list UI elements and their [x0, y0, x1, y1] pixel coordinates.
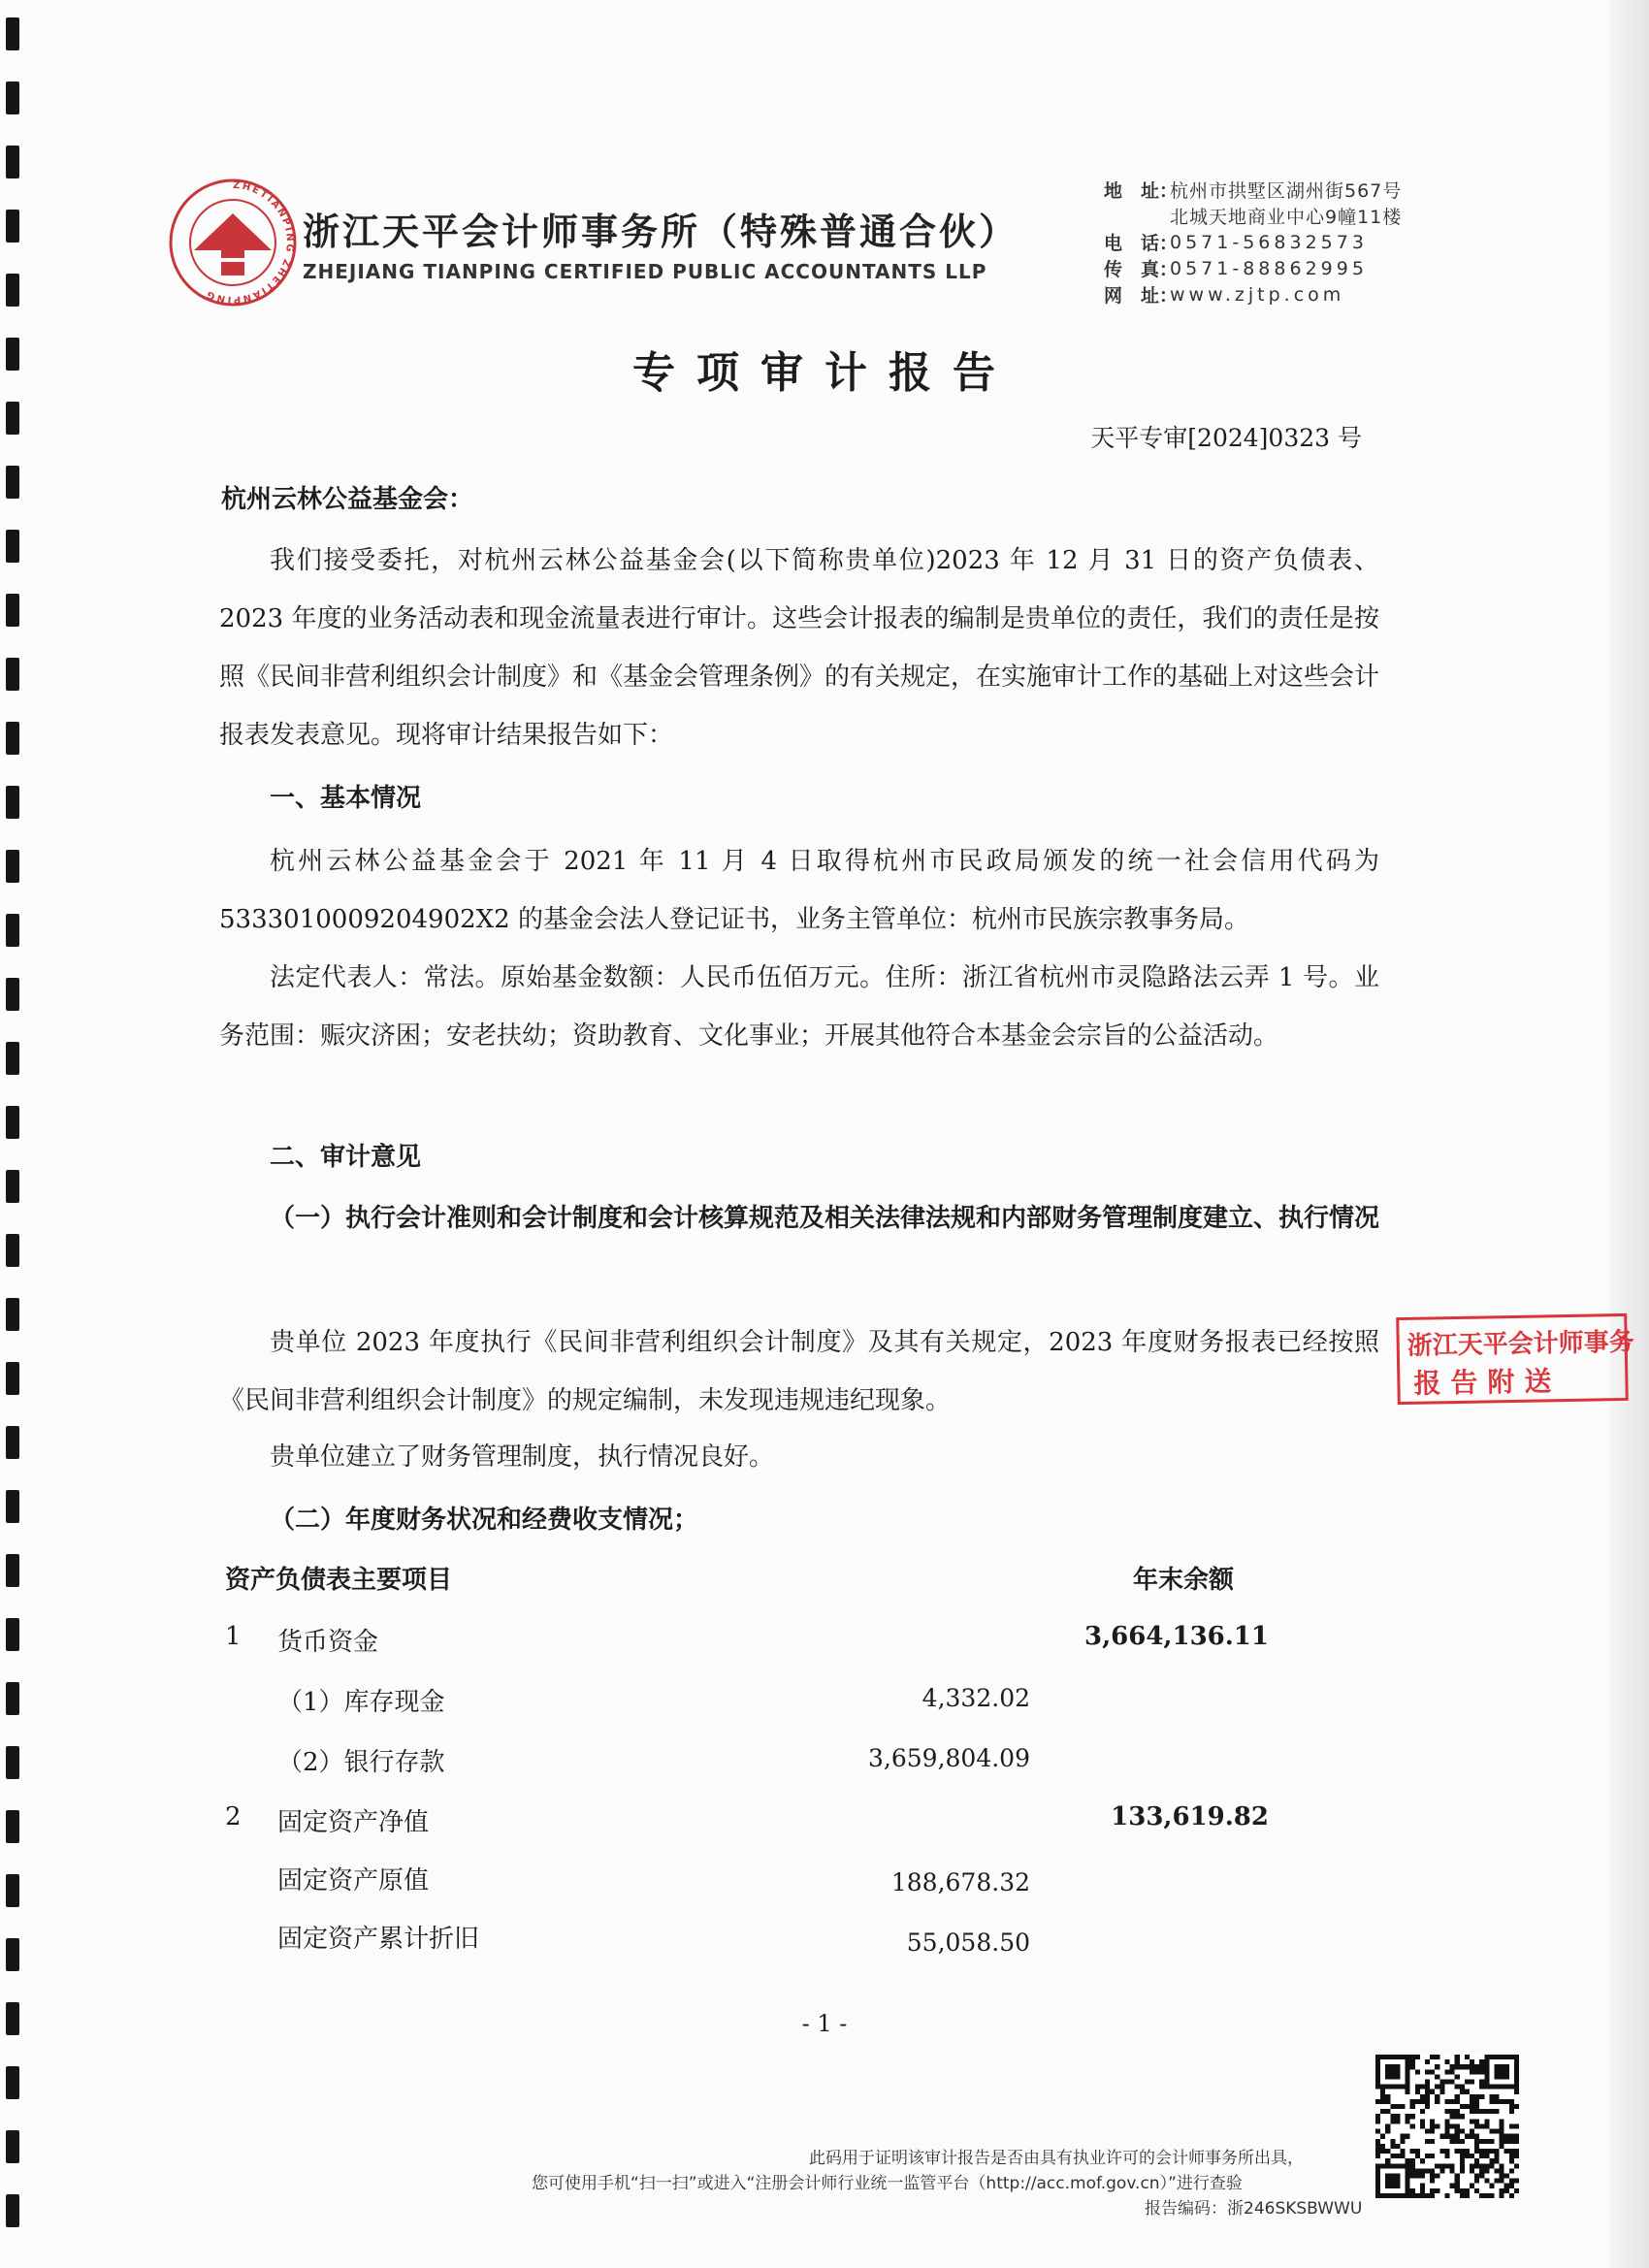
binding-hole	[6, 1106, 19, 1139]
addressee: 杭州云林公益基金会：	[221, 485, 474, 514]
row-total: 3,664,136.11	[1084, 1622, 1269, 1651]
binding-hole	[6, 402, 19, 435]
binding-hole	[6, 1362, 19, 1395]
subsection1-paragraph-2: 贵单位建立了财务管理制度，执行情况良好。	[270, 1442, 775, 1472]
col-header-balance: 年末余额	[1133, 1566, 1235, 1595]
firm-name-en: ZHEJIANG TIANPING CERTIFIED PUBLIC ACCOUNTANTS LLP	[303, 260, 987, 283]
web-value: www.zjtp.com	[1170, 283, 1345, 306]
binding-hole	[6, 2194, 19, 2227]
binding-hole	[6, 81, 19, 114]
row-detail: 4,332.02	[922, 1684, 1030, 1712]
row-detail: 55,058.50	[906, 1928, 1030, 1957]
row-label: 固定资产累计折旧	[277, 1925, 480, 1954]
intro-paragraph: 我们接受委托，对杭州云林公益基金会(以下简称贵单位)2023 年 12 月 31 日的资产负债表、2023 年度的业务活动表和现金流量表进行审计。这些会计报表的编制是贵单位的责任，我们的责任是按照《民间非营利组织会计制度》和《基金会管理条例》的有关规定，在实施审计工作的基础上对这些会计报表发表意见。现将审计结果报告如下：	[219, 546, 1380, 750]
binding-hole	[6, 594, 19, 627]
binding-hole	[6, 2130, 19, 2163]
address-line2: 北城天地商业中心9幢11楼	[1170, 207, 1403, 228]
binding-hole	[6, 530, 19, 563]
binding-hole	[6, 1234, 19, 1267]
binding-hole	[6, 1298, 19, 1331]
binding-hole	[6, 1490, 19, 1523]
binding-hole	[6, 658, 19, 691]
binding-hole	[6, 2066, 19, 2099]
col-header-item: 资产负债表主要项目	[225, 1566, 453, 1595]
fax-value: 0571-88862995	[1170, 257, 1368, 279]
binding-hole	[6, 914, 19, 947]
binding-hole	[6, 1554, 19, 1587]
row-total: 133,619.82	[1111, 1802, 1269, 1831]
row-detail: 3,659,804.09	[868, 1744, 1030, 1772]
binding-hole	[6, 1810, 19, 1843]
binding-hole	[6, 1618, 19, 1651]
binding-hole	[6, 1746, 19, 1779]
contact-block	[1104, 177, 1402, 308]
binding-hole	[6, 850, 19, 883]
address-line1: 杭州市拱墅区湖州街567号	[1170, 180, 1403, 202]
binding-hole	[6, 786, 19, 819]
binding-hole	[6, 466, 19, 499]
binding-hole	[6, 1170, 19, 1203]
row-label: 固定资产原值	[277, 1866, 430, 1895]
firm-name: 浙江天平会计师事务所（特殊普通合伙）	[303, 211, 1019, 253]
report-ref-number: 天平专审[2024]0323 号	[1090, 424, 1362, 452]
binding-hole	[6, 722, 19, 755]
firm-logo-icon	[165, 175, 301, 310]
row-number: 2	[225, 1802, 242, 1831]
row-label: （1）库存现金	[277, 1688, 445, 1717]
row-detail: 188,678.32	[890, 1868, 1030, 1896]
verify-line-2: 您可使用手机“扫一扫”或进入“注册会计师行业统一监管平台（http://acc.mof.gov.cn）”进行查验	[532, 2174, 1243, 2193]
binding-hole	[6, 146, 19, 178]
phone-label: 电 话：	[1104, 233, 1179, 254]
logo-ring-text: ZHETIANPING ZHETIANPING	[203, 179, 296, 306]
binding-hole	[6, 1938, 19, 1971]
binding-hole	[6, 274, 19, 307]
web-label: 网 址：	[1104, 285, 1179, 307]
report-code: 报告编码：浙246SKSBWWU	[1145, 2199, 1363, 2219]
phone-value: 0571-56832573	[1170, 231, 1368, 253]
subsection2-heading: （二）年度财务状况和经费收支情况；	[270, 1506, 699, 1535]
report-title: 专项审计报告	[632, 348, 1017, 398]
stamp-line1: 浙江天平会计师事务	[1406, 1327, 1634, 1361]
section2-heading: 二、审计意见	[270, 1143, 422, 1172]
qr-code-icon[interactable]	[1375, 2055, 1519, 2198]
address-label: 地 址：	[1104, 180, 1179, 202]
binding-hole	[6, 1042, 19, 1075]
fax-label: 传 真：	[1104, 259, 1179, 280]
stamp-line2: 报告附送	[1413, 1365, 1562, 1400]
seal-stamp	[1396, 1313, 1634, 1405]
verify-line-1: 此码用于证明该审计报告是否由具有执业许可的会计师事务所出具，	[809, 2149, 1304, 2168]
page-number: - 1 -	[801, 2010, 848, 2037]
binding-hole	[6, 978, 19, 1011]
row-label: （2）银行存款	[277, 1748, 445, 1777]
basic-info-paragraph-2: 法定代表人：常法。原始基金数额：人民币伍佰万元。住所：浙江省杭州市灵隐路法云弄 1 号。业务范围：赈灾济困；安老扶幼；资助教育、文化事业；开展其他符合本基金会宗旨的公益活动。	[219, 963, 1379, 1051]
row-label: 货币资金	[277, 1628, 379, 1657]
subsection1-heading: （一）执行会计准则和会计制度和会计核算规范及相关法律法规和内部财务管理制度建立、执行情况	[270, 1204, 1380, 1233]
binding-hole	[6, 210, 19, 243]
row-number: 1	[225, 1622, 242, 1651]
section1-heading: 一、基本情况	[270, 784, 422, 813]
basic-info-paragraph-1: 杭州云林公益基金会于 2021 年 11 月 4 日取得杭州市民政局颁发的统一社会信用代码为 5333010009204902X2 的基金会法人登记证书，业务主管单位：杭州市民族宗教事务局。	[219, 847, 1379, 934]
binding-hole	[6, 1426, 19, 1459]
binding-hole	[6, 1682, 19, 1715]
subsection1-paragraph-1: 贵单位 2023 年度执行《民间非营利组织会计制度》及其有关规定，2023 年度财务报表已经按照《民间非营利组织会计制度》的规定编制，未发现违规违纪现象。	[219, 1328, 1379, 1415]
binding-hole	[6, 1874, 19, 1907]
binding-hole	[6, 17, 19, 50]
row-label: 固定资产净值	[277, 1808, 430, 1837]
